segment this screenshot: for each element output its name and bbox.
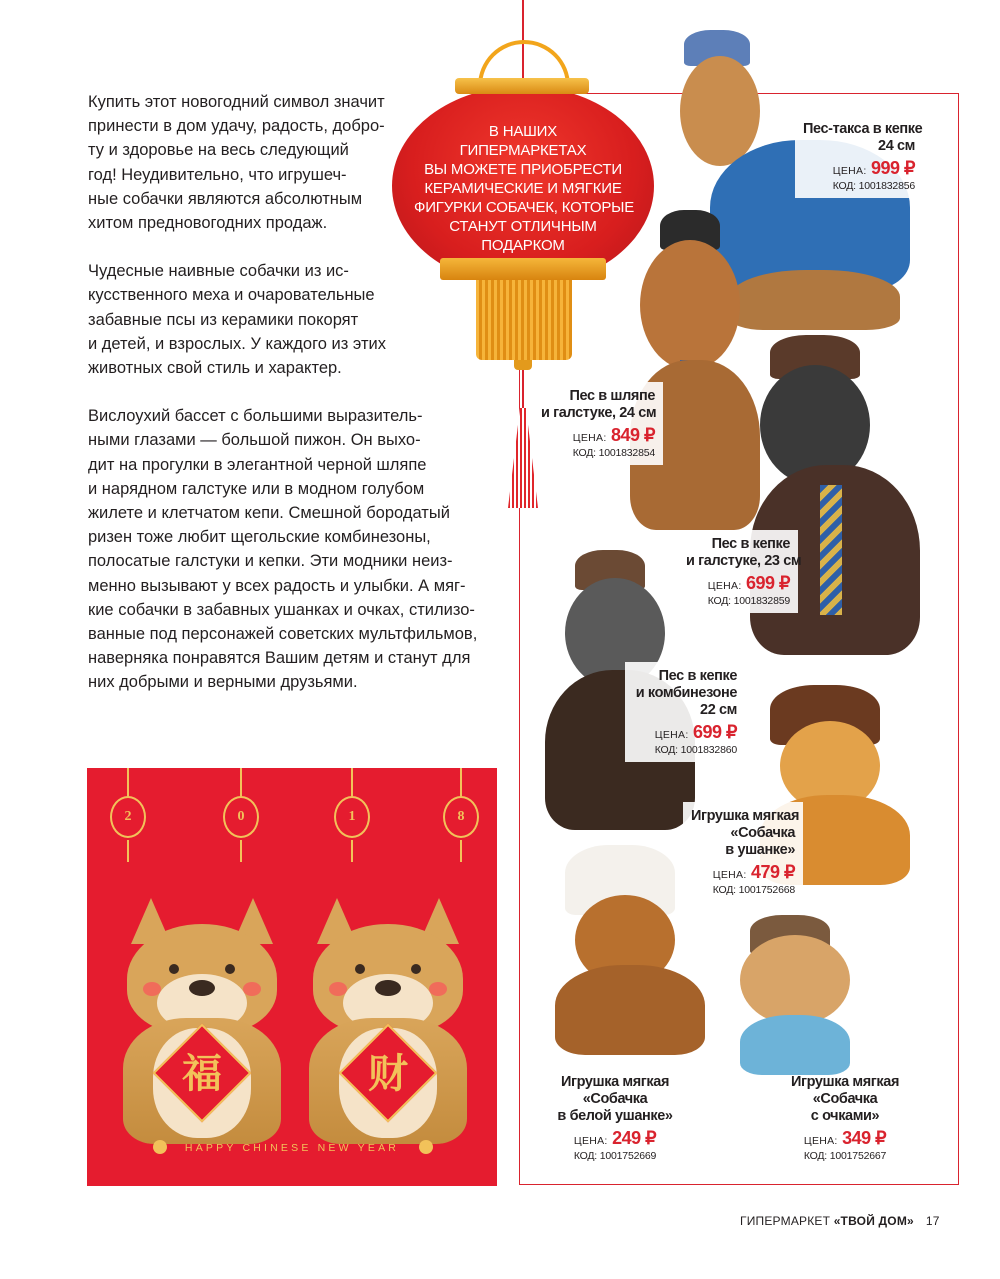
product-name-line: 22 см <box>700 702 737 718</box>
text-line: менно вызывают у всех радость и улыбки. А мяг- <box>88 576 466 595</box>
product-name-line: и комбинезоне <box>635 685 737 701</box>
footer-prefix: ГИПЕРМАРКЕТ <box>740 1214 834 1228</box>
price-label: ЦЕНА: <box>832 165 867 177</box>
dog-eye <box>225 964 235 974</box>
product-code: КОД: 1001832860 <box>654 744 737 756</box>
dog-cheek <box>143 982 161 996</box>
dog-eye <box>355 964 365 974</box>
price-row <box>541 425 655 446</box>
lantern-string <box>351 768 353 798</box>
price-row <box>553 1128 677 1149</box>
shiba-dog-left <box>117 898 287 1148</box>
lantern-string <box>460 768 462 798</box>
product-name-line: «Собачка <box>812 1091 878 1107</box>
text-line: забавные псы из керамики покорят <box>88 310 359 329</box>
dog-eye <box>169 964 179 974</box>
price-value: 249 ₽ <box>612 1128 657 1148</box>
price-label: ЦЕНА: <box>803 1135 838 1147</box>
page-footer <box>740 1214 940 1228</box>
product-name-line: в ушанке» <box>725 842 795 858</box>
product-name-line: в белой ушанке» <box>557 1108 673 1124</box>
product-name-line: «Собачка <box>730 825 795 841</box>
dog-cheek <box>329 982 347 996</box>
product-tag-basset-cap <box>795 115 923 198</box>
product-tag-plush-ushanka <box>683 802 803 902</box>
text-line: ванные под персонажей советских мультфильмов, <box>88 625 478 644</box>
lantern-line: ПОДАРКОМ <box>481 237 565 254</box>
text-line: и детей, и взрослых. У каждого из этих <box>88 334 386 353</box>
price-row <box>633 722 737 743</box>
lantern-line: КЕРАМИЧЕСКИЕ И МЯГКИЕ <box>424 180 622 197</box>
product-tag-basset-hat <box>533 382 663 465</box>
price-value: 699 ₽ <box>746 573 790 593</box>
product-name-line: 24 см <box>878 138 915 154</box>
lantern-string <box>240 768 242 798</box>
lantern-line: ГИПЕРМАРКЕТАХ <box>459 142 587 159</box>
product-tag-plush-white-ushanka <box>545 1068 685 1168</box>
mini-lantern: 1 <box>334 796 370 838</box>
product-name <box>803 121 923 155</box>
price-row <box>686 573 790 594</box>
lantern-line: ВЫ МОЖЕТЕ ПРИОБРЕСТИ <box>424 161 622 178</box>
text-line: ными глазами — большой пижон. Он выхо- <box>88 431 421 450</box>
coin-icon <box>419 1140 433 1154</box>
product-name <box>691 808 800 859</box>
lantern-line: В НАШИХ <box>488 123 558 140</box>
product-name <box>541 388 655 422</box>
footer-brand: «ТВОЙ ДОМ» <box>833 1214 914 1228</box>
mini-tassel <box>460 840 462 862</box>
mini-tassel <box>240 840 242 862</box>
dog-nose <box>375 980 401 996</box>
text-line: дит на прогулки в элегантной черной шляпе <box>88 455 427 474</box>
mini-tassel <box>351 840 353 862</box>
product-tag-plush-goggles <box>775 1068 915 1168</box>
lantern-tassel <box>476 280 572 360</box>
chinese-new-year-card <box>87 768 497 1186</box>
lantern-cap <box>455 78 589 94</box>
fortune-glyph: 财 <box>368 1051 408 1097</box>
text-line: ту и здоровье на весь следующий <box>88 141 349 160</box>
text-line: Вислоухий бассет с большими выразитель- <box>88 407 423 426</box>
lantern-line: СТАНУТ ОТЛИЧНЫМ <box>449 218 597 235</box>
text-line: них добрыми и верными друзьями. <box>88 673 358 692</box>
text-line: полосатые галстуки и кепки. Эти модники неиз- <box>88 552 453 571</box>
lantern-text <box>414 122 635 255</box>
dog-head <box>740 935 850 1025</box>
lantern-line: ФИГУРКИ СОБАЧЕК, КОТОРЫЕ <box>414 199 635 216</box>
product-name-line: Пес в шляпе <box>569 388 655 404</box>
text-line: год! Неудивительно, что игрушеч- <box>88 165 347 184</box>
text-line: ризен тоже любит щегольские комбинезоны, <box>88 528 431 547</box>
text-line: наверняка понравятся Вашим детям и станут для <box>88 649 471 668</box>
product-name <box>783 1074 907 1125</box>
price-label: ЦЕНА: <box>654 729 689 741</box>
product-name-line: Пес в кепке <box>658 668 737 684</box>
price-value: 699 ₽ <box>693 722 737 742</box>
dog-head <box>680 56 760 166</box>
product-name-line: и галстуке, 23 см <box>686 553 802 569</box>
product-name <box>633 668 737 719</box>
fortune-glyph: 福 <box>182 1051 222 1097</box>
product-name-line: Игрушка мягкая <box>790 1074 900 1090</box>
price-value: 349 ₽ <box>842 1128 887 1148</box>
price-label: ЦЕНА: <box>707 580 742 592</box>
text-line: животных свой стиль и характер. <box>88 359 342 378</box>
product-name-line: Игрушка мягкая <box>560 1074 670 1090</box>
product-name-line: «Собачка <box>582 1091 648 1107</box>
price-row <box>803 158 915 179</box>
price-row <box>691 862 795 883</box>
mini-lantern: 8 <box>443 796 479 838</box>
price-value: 999 ₽ <box>871 158 915 178</box>
mini-tassel <box>127 840 129 862</box>
text-line: Чудесные наивные собачки из ис- <box>88 262 349 281</box>
dog-body <box>740 1015 850 1075</box>
product-name <box>553 1074 677 1125</box>
lantern-band <box>440 258 606 280</box>
text-line: жилете и клетчатом кепи. Смешной бородатый <box>88 504 450 523</box>
product-name <box>686 536 802 570</box>
product-code: КОД: 1001832856 <box>832 180 915 192</box>
product-name-line: Игрушка мягкая <box>691 808 800 824</box>
price-value: 849 ₽ <box>611 425 655 445</box>
product-code: КОД: 1001752669 <box>573 1150 657 1162</box>
dog-head <box>640 240 740 370</box>
price-label: ЦЕНА: <box>573 1135 608 1147</box>
product-name-line: Пес-такса в кепке <box>803 121 923 137</box>
product-code: КОД: 1001832859 <box>707 595 790 607</box>
text-line: хитом предновогодних продаж. <box>88 214 328 233</box>
text-line: и нарядном галстуке или в модном голубом <box>88 479 425 498</box>
text-line: кие собачки в забавных ушанках и очках, стилизо- <box>88 600 475 619</box>
price-label: ЦЕНА: <box>572 432 607 444</box>
striped-tie <box>820 485 842 615</box>
dog-cheek <box>243 982 261 996</box>
price-value: 479 ₽ <box>751 862 795 882</box>
text-line: принести в дом удачу, радость, добро- <box>88 117 385 136</box>
dog-eye <box>411 964 421 974</box>
lantern-foot <box>514 360 532 370</box>
plush-goggles-toy <box>720 915 870 1075</box>
product-name-line: с очками» <box>810 1108 880 1124</box>
text-line: ные собачки являются абсолютным <box>88 189 363 208</box>
page-number: 17 <box>925 1214 940 1228</box>
shiba-dog-right <box>303 898 473 1148</box>
product-name-line: Пес в кепке <box>711 536 790 552</box>
mini-lantern: 2 <box>110 796 146 838</box>
price-row <box>783 1128 907 1149</box>
dog-body <box>555 965 705 1055</box>
text-line: кусственного меха и очаровательные <box>88 286 375 305</box>
dog-nose <box>189 980 215 996</box>
product-code: КОД: 1001832854 <box>572 447 655 459</box>
product-tag-schnauzer-overalls <box>625 662 745 762</box>
product-name-line: и галстуке, 24 см <box>541 405 657 421</box>
product-tag-schnauzer-tie <box>678 530 802 613</box>
greeting-text: HAPPY CHINESE NEW YEAR <box>184 1142 400 1154</box>
text-line: Купить этот новогодний символ значит <box>88 93 385 111</box>
lantern-string <box>522 370 524 410</box>
intro-paragraph-3 <box>88 404 508 694</box>
price-label: ЦЕНА: <box>712 869 747 881</box>
product-code: КОД: 1001752668 <box>712 884 795 896</box>
product-code: КОД: 1001752667 <box>803 1150 887 1162</box>
dog-cheek <box>429 982 447 996</box>
lantern-string <box>127 768 129 798</box>
mini-lantern: 0 <box>223 796 259 838</box>
